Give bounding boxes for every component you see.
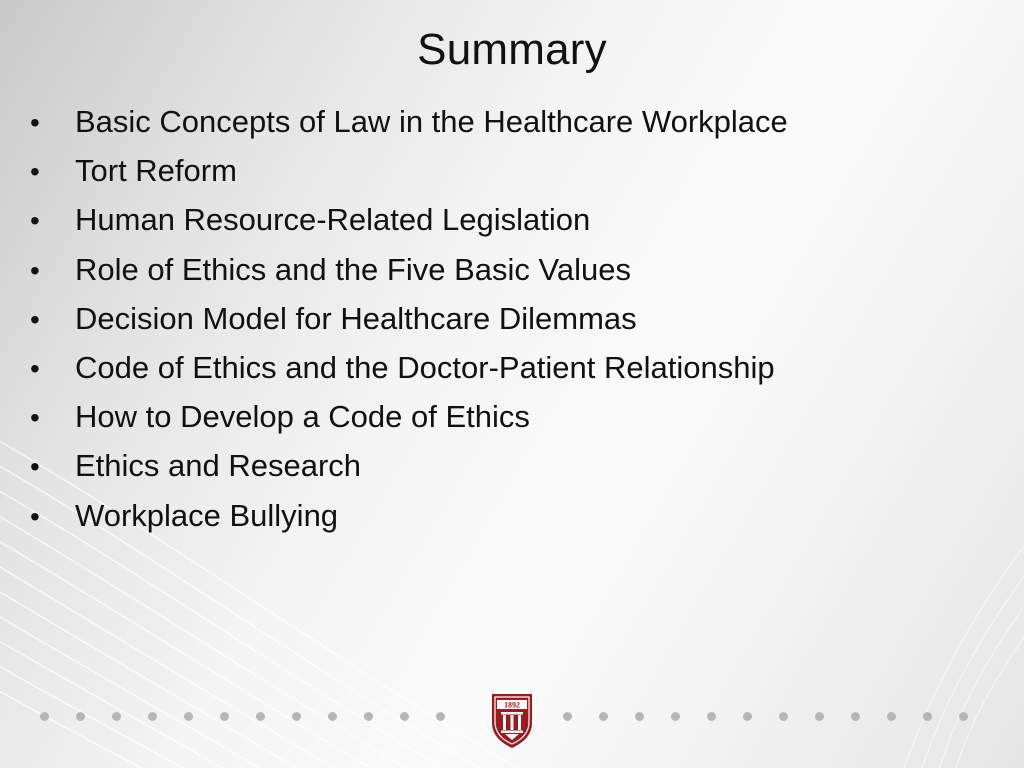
bullet-icon: • [30, 402, 40, 434]
footer-dot [76, 712, 85, 721]
bullet-item [30, 441, 788, 490]
bullet-item [30, 245, 788, 294]
bullet-icon: • [30, 500, 40, 532]
footer-dot [148, 712, 157, 721]
summary-bullet-list [30, 97, 788, 540]
bullet-item [30, 195, 788, 244]
bullet-text: Human Resource-Related Legislation [75, 202, 591, 238]
footer-dot [959, 712, 968, 721]
bullet-item [30, 97, 788, 146]
footer-dot [707, 712, 716, 721]
bullet-item [30, 343, 788, 392]
bullet-item [30, 392, 788, 441]
footer-dot [923, 712, 932, 721]
bullet-item [30, 294, 788, 343]
footer-dot [364, 712, 373, 721]
footer-dot [292, 712, 301, 721]
university-seal-icon [490, 693, 534, 749]
footer-dot [184, 712, 193, 721]
footer-dot [112, 712, 121, 721]
footer-dot [256, 712, 265, 721]
bullet-text: Ethics and Research [75, 448, 362, 484]
bullet-icon: • [30, 303, 40, 335]
slide-title: Summary [417, 25, 607, 74]
footer-dot [563, 712, 572, 721]
bullet-item [30, 146, 788, 195]
bullet-icon: • [30, 205, 40, 237]
bullet-text: Role of Ethics and the Five Basic Values [75, 251, 631, 287]
footer-dot [328, 712, 337, 721]
footer-dot [779, 712, 788, 721]
bullet-icon: • [30, 254, 40, 286]
bullet-text: Code of Ethics and the Doctor-Patient Relationship [75, 349, 775, 385]
footer-dot [599, 712, 608, 721]
bullet-icon: • [30, 352, 40, 384]
footer-dot [743, 712, 752, 721]
bullet-text: Workplace Bullying [75, 497, 339, 533]
footer-dot [887, 712, 896, 721]
svg-text:1892: 1892 [504, 700, 520, 710]
bullet-icon: • [30, 156, 40, 188]
bullet-text: How to Develop a Code of Ethics [75, 399, 530, 435]
bullet-text: Basic Concepts of Law in the Healthcare Workplace [75, 104, 788, 139]
footer-dot [851, 712, 860, 721]
footer-dot [635, 712, 644, 721]
footer-dot [815, 712, 824, 721]
bullet-text: Decision Model for Healthcare Dilemmas [75, 300, 637, 336]
footer-dot [40, 712, 49, 721]
footer-dot [400, 712, 409, 721]
bullet-icon: • [30, 451, 40, 483]
bullet-item [30, 491, 788, 540]
footer-dot [436, 712, 445, 721]
footer-dot [220, 712, 229, 721]
bullet-text: Tort Reform [75, 153, 237, 189]
bullet-icon: • [30, 107, 40, 138]
footer-dot [671, 712, 680, 721]
